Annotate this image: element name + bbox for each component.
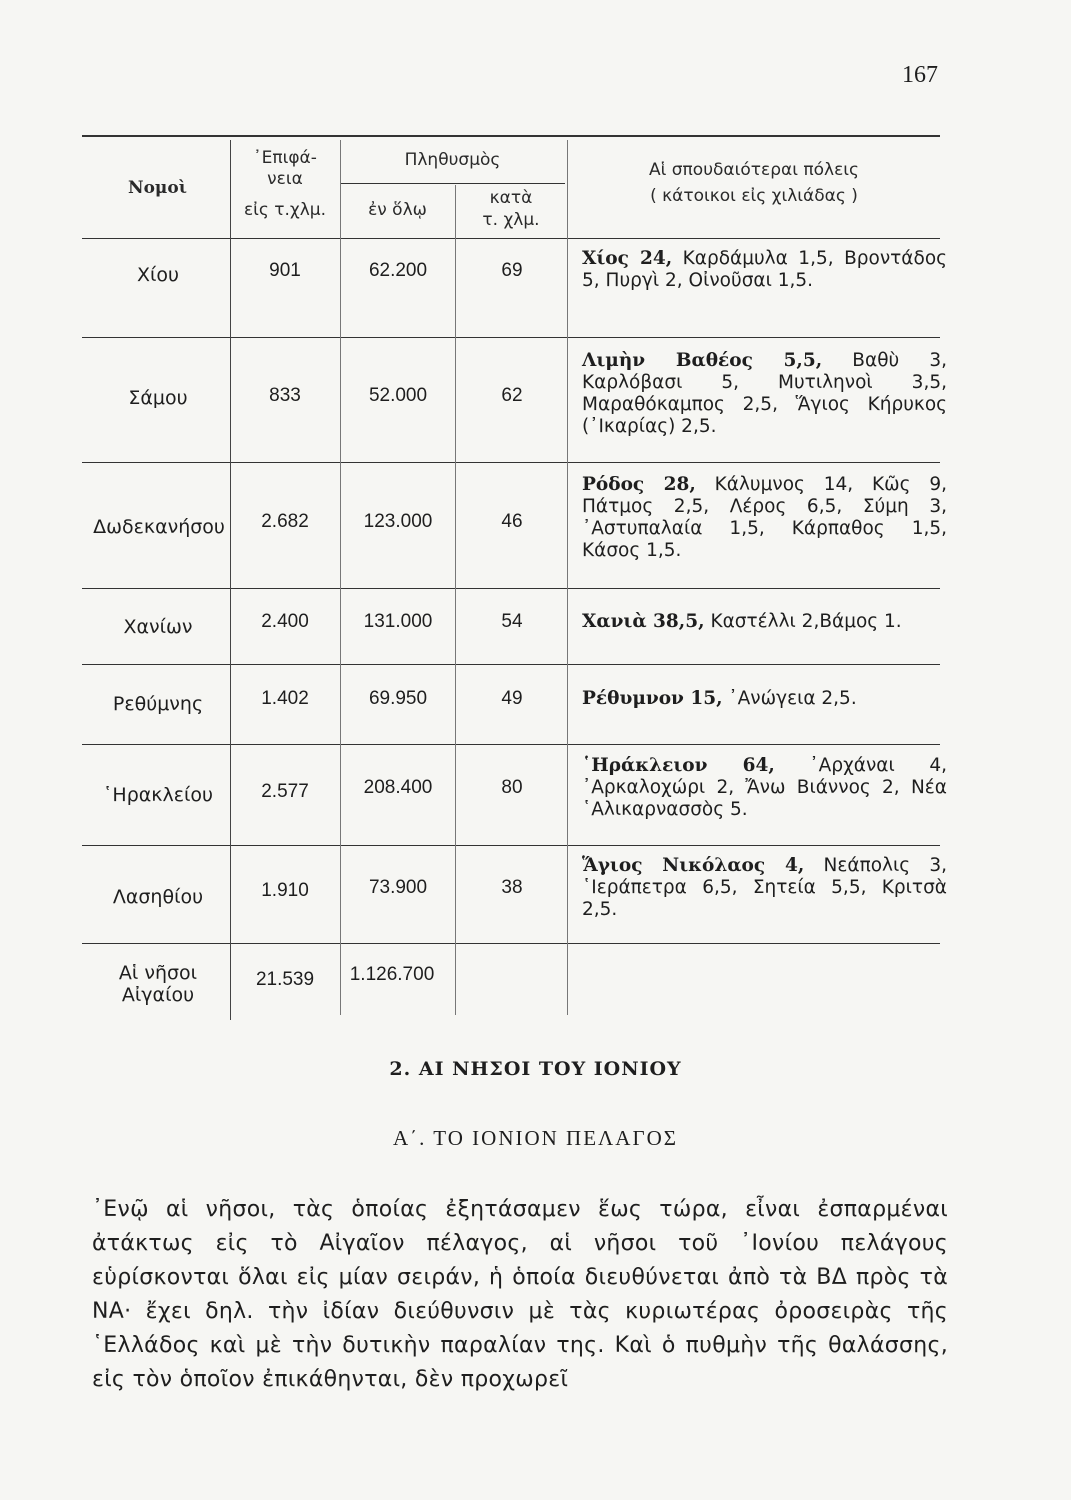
row-cities: [582, 611, 947, 633]
header-density-line2: τ. χλμ.: [482, 210, 540, 230]
total-label-line1: Αἱ νῆσοι: [118, 962, 198, 984]
row-population: 123.000: [363, 511, 433, 532]
row-cities: [582, 855, 947, 921]
row-population: 52.000: [368, 385, 428, 406]
row-density: 80: [501, 777, 523, 798]
body-paragraph: ᾿Ενῷ αἱ νῆσοι, τὰς ὁποίας ἐξητάσαμεν ἕως τώρα, εἶναι ἐσπαρμέναι ἀτάκτως εἰς τὸ Αἰγαῖον πέλαγος, αἱ νῆσοι τοῦ ᾿Ιονίου πελάγους εὑρίσκονται ὅλαι εἰς μίαν σειράν, ἡ ὁποία διευθύνεται ἀπὸ τὰ ΒΔ πρὸς τὰ ΝΑ· ἔχει δηλ. τὴν ἰδίαν διεύθυνσιν μὲ τὰς κυριωτέρας ὀροσειρὰς τῆς ῾Ελλάδος καὶ μὲ τὴν δυτικὴν παραλίαν της. Καὶ ὁ πυθμὴν τῆς θαλάσσης, εἰς τὸν ὁποῖον ἐπικάθηνται, δὲν προχωρεῖ: [92, 1197, 948, 1392]
total-area: 21.539: [255, 969, 315, 990]
row-population: 73.900: [368, 877, 428, 898]
row-cities: [582, 755, 947, 821]
section-title: 2. ΑΙ ΝΗΣΟΙ ΤΟΥ ΙΟΝΙΟΥ: [389, 1058, 682, 1080]
row-separator: [82, 744, 940, 745]
header-cities-line2: ( κάτοικοι εἰς χιλιάδας ): [650, 186, 858, 206]
total-population: 1.126.700: [349, 964, 435, 985]
row-population: 208.400: [363, 777, 433, 798]
row-density: 49: [501, 688, 523, 709]
cities-main: Ρόδος 28,: [582, 474, 696, 495]
row-population: 131.000: [363, 611, 433, 632]
row-population: 62.200: [368, 260, 428, 281]
row-separator: [82, 337, 940, 338]
row-density: 46: [501, 511, 523, 532]
cities-rest: Βαθὺ 3, Καρλόβασι 5, Μυτιληνοὶ 3,5, Μαραθόκαμπος 2,5, Ἅγιος Κήρυκος (᾿Ικαρίας) 2,5.: [582, 350, 947, 437]
row-nomos: ῾Ηρακλείου: [102, 784, 214, 806]
cities-main: ῾Ηράκλειον 64,: [582, 755, 775, 776]
subsection-title: Α΄. ΤΟ ΙΟΝΙΟΝ ΠΕΛΑΓΟΣ: [393, 1126, 678, 1150]
row-separator: [82, 664, 940, 665]
cities-rest: ᾿Ανώγεια 2,5.: [722, 688, 857, 709]
page-number: 167: [902, 62, 938, 88]
cities-rest: Καστέλλι 2,Βάμος 1.: [704, 611, 902, 632]
row-cities: [582, 474, 947, 562]
header-area-line2: νεια: [267, 169, 303, 189]
cities-rest: Καρδάμυλα 1,5, Βροντάδος 5, Πυργὶ 2, Οἰνοῦσαι 1,5.: [582, 248, 947, 291]
row-density: 69: [501, 260, 523, 281]
row-area: 833: [269, 385, 301, 406]
header-area-line1: ᾿Επιφά-: [253, 148, 317, 168]
cities-main: Χίος 24,: [582, 248, 673, 269]
row-area: 901: [269, 260, 301, 281]
row-density: 62: [501, 385, 523, 406]
cities-rest: Νεάπολις 3, ῾Ιεράπετρα 6,5, Σητεία 5,5, Κριτσὰ 2,5.: [582, 855, 947, 920]
cities-rest: Κάλυμνος 14, Κῶς 9, Πάτμος 2,5, Λέρος 6,5, Σύμη 3, ᾿Αστυπαλαία 1,5, Κάρπαθος 1,5, Κάσος 1,5.: [582, 474, 947, 561]
row-separator: [82, 943, 940, 944]
row-cities: [582, 350, 947, 438]
row-nomos: Χίου: [136, 264, 180, 286]
cities-main: Ἅγιος Νικόλαος 4,: [582, 855, 805, 876]
row-nomos: Χανίων: [123, 616, 193, 638]
row-population: 69.950: [368, 688, 428, 709]
column-rule: [340, 140, 341, 1015]
row-separator: [82, 845, 940, 846]
header-sub-rule: [340, 183, 565, 184]
column-rule: [455, 185, 456, 1015]
column-rule: [567, 140, 568, 1015]
column-rule: [230, 140, 231, 1020]
row-area: 2.400: [261, 611, 309, 632]
row-nomos: Ρεθύμνης: [112, 693, 204, 715]
row-density: 38: [501, 877, 523, 898]
header-nomoi: Νομοὶ: [128, 178, 187, 198]
table-top-rule: [82, 135, 940, 137]
row-separator: [82, 588, 940, 589]
total-label-line2: Αἰγαίου: [121, 984, 195, 1006]
row-nomos: Σάμου: [128, 387, 188, 409]
header-density-line1: κατὰ: [489, 188, 533, 208]
row-cities: [582, 688, 947, 710]
cities-main: Ρέθυμνον 15,: [582, 688, 723, 709]
row-density: 54: [501, 611, 523, 632]
row-area: 1.402: [261, 688, 309, 709]
row-nomos: Λασηθίου: [112, 886, 204, 908]
cities-rest: ᾿Αρχάναι 4, ᾿Αρκαλοχώρι 2, Ἄνω Βιάννος 2, Νέα ῾Αλικαρνασσὸς 5.: [582, 755, 947, 820]
header-cities-line1: Αἱ σπουδαιότεραι πόλεις: [649, 160, 859, 180]
header-population: Πληθυσμὸς: [404, 150, 501, 170]
header-bottom-rule: [82, 238, 940, 239]
header-pop-total: ἐν ὅλῳ: [368, 200, 427, 220]
row-separator: [82, 462, 940, 463]
cities-main: Χανιὰ 38,5,: [582, 611, 705, 632]
header-area-line3: εἰς τ.χλμ.: [243, 200, 327, 220]
cities-main: Λιμὴν Βαθέος 5,5,: [582, 350, 823, 371]
row-area: 1.910: [261, 880, 309, 901]
row-cities: [582, 248, 947, 292]
row-area: 2.682: [261, 511, 309, 532]
row-area: 2.577: [261, 781, 309, 802]
row-nomos: Δωδεκανήσου: [93, 516, 225, 538]
